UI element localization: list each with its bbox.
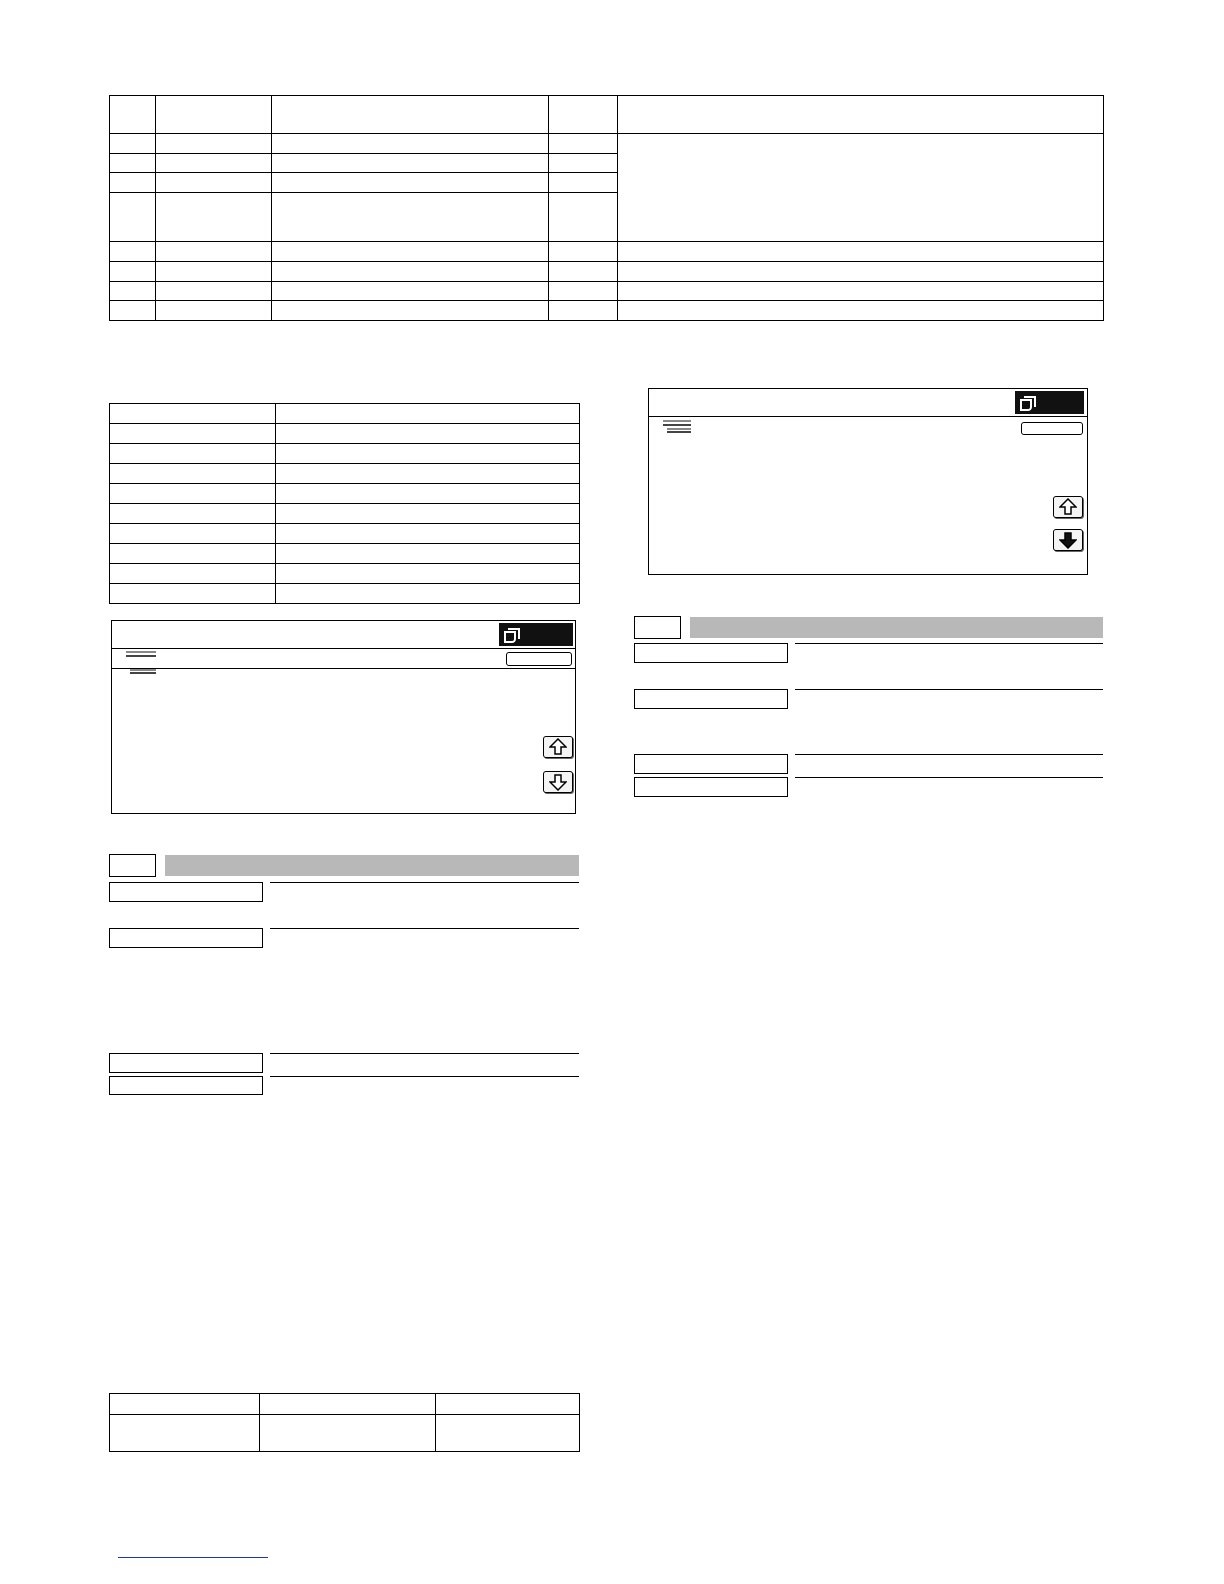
screen-title-bar [112, 621, 575, 649]
table-row [110, 282, 1104, 301]
table-cell [549, 282, 618, 301]
lcd-screen-left [111, 620, 576, 814]
section-code-box [634, 616, 681, 639]
table-cell [272, 262, 549, 282]
table-cell [110, 1394, 260, 1415]
arrow-down-icon [549, 773, 567, 791]
table-cell [156, 242, 272, 262]
table-cell [549, 96, 618, 134]
field-description-rule [270, 882, 579, 883]
field-description-rule [795, 689, 1103, 690]
ok-button[interactable] [1021, 422, 1083, 435]
arrow-down-icon [1059, 531, 1077, 549]
table-cell [618, 242, 1104, 262]
table-row [110, 464, 580, 484]
table-cell [110, 242, 156, 262]
table-cell [156, 173, 272, 193]
table-cell [272, 242, 549, 262]
table-header-row [110, 96, 1104, 134]
table-cell [110, 154, 156, 173]
copy-mode-icon [504, 631, 516, 643]
field-label-box [109, 928, 263, 948]
table-cell [272, 301, 549, 321]
arrow-up-icon [549, 738, 567, 756]
table-cell [436, 1415, 580, 1452]
field-description-rule [795, 643, 1103, 644]
field-description-rule [270, 928, 579, 929]
screen-title-bar [649, 389, 1087, 417]
table-cell [156, 154, 272, 173]
settings-table [109, 403, 580, 604]
table-cell [156, 193, 272, 242]
screen-sub-bar [649, 417, 1087, 441]
table-cell-merged [618, 134, 1104, 242]
table-cell [276, 564, 580, 584]
field-label-box [634, 777, 788, 797]
section-code-box [109, 854, 156, 877]
table-cell [276, 424, 580, 444]
footer-link-underline[interactable] [118, 1557, 268, 1558]
table-row [110, 134, 1104, 154]
ok-button[interactable] [506, 652, 572, 666]
table-row [110, 484, 580, 504]
table-row [110, 444, 580, 464]
table-cell [549, 262, 618, 282]
table-row [110, 404, 580, 424]
table-header-row [110, 1394, 580, 1415]
table-cell [110, 484, 276, 504]
table-row [110, 504, 580, 524]
scroll-up-button[interactable] [543, 736, 573, 758]
table-cell [276, 544, 580, 564]
table-cell [272, 282, 549, 301]
table-cell [110, 134, 156, 154]
copy-mode-icon [1020, 399, 1032, 411]
table-cell [618, 301, 1104, 321]
table-cell [549, 134, 618, 154]
table-cell [272, 134, 549, 154]
table-cell [110, 544, 276, 564]
field-label-box [634, 643, 788, 663]
screen-sub-bar [112, 649, 575, 669]
table-cell [110, 524, 276, 544]
table-cell [260, 1394, 436, 1415]
table-cell [276, 584, 580, 604]
table-cell [272, 96, 549, 134]
table-cell [618, 262, 1104, 282]
table-row [110, 1415, 580, 1452]
table-cell [110, 504, 276, 524]
section-title-bar [165, 855, 579, 876]
table-cell [436, 1394, 580, 1415]
field-description-rule [270, 1076, 579, 1077]
table-cell [110, 464, 276, 484]
table-row [110, 301, 1104, 321]
paper-tray-icon [126, 651, 162, 673]
field-label-box [634, 689, 788, 709]
table-cell [272, 193, 549, 242]
table-cell [156, 262, 272, 282]
table-cell [110, 193, 156, 242]
table-row [110, 242, 1104, 262]
table-row [110, 424, 580, 444]
table-cell [110, 282, 156, 301]
field-description-rule [795, 754, 1103, 755]
copy-mode-indicator[interactable] [1015, 391, 1084, 414]
table-cell [618, 282, 1104, 301]
table-row [110, 524, 580, 544]
field-label-box [634, 754, 788, 774]
field-label-box [109, 1053, 263, 1073]
table-row [110, 544, 580, 564]
arrow-up-icon [1059, 498, 1077, 516]
table-cell [110, 96, 156, 134]
field-description-rule [795, 777, 1103, 778]
table-cell [156, 301, 272, 321]
table-cell [110, 444, 276, 464]
table-cell [110, 262, 156, 282]
table-cell [276, 504, 580, 524]
table-cell [618, 96, 1104, 134]
table-cell [276, 404, 580, 424]
bottom-table [109, 1393, 580, 1452]
table-cell [110, 1415, 260, 1452]
field-description-rule [270, 1053, 579, 1054]
table-cell [549, 193, 618, 242]
table-cell [110, 584, 276, 604]
table-cell [156, 282, 272, 301]
table-cell [156, 96, 272, 134]
scroll-up-button[interactable] [1053, 496, 1083, 518]
paper-tray-icon [663, 420, 695, 440]
table-row [110, 584, 580, 604]
scroll-down-button[interactable] [543, 771, 573, 793]
scroll-down-button[interactable] [1053, 529, 1083, 551]
table-cell [549, 154, 618, 173]
table-cell [549, 301, 618, 321]
table-cell [549, 242, 618, 262]
table-cell [276, 484, 580, 504]
table-cell [260, 1415, 436, 1452]
table-cell [110, 173, 156, 193]
copy-mode-indicator[interactable] [499, 623, 573, 646]
table-cell [272, 154, 549, 173]
table-cell [549, 173, 618, 193]
lcd-screen-right [648, 388, 1088, 575]
table-cell [110, 301, 156, 321]
field-label-box [109, 882, 263, 902]
table-cell [110, 424, 276, 444]
table-cell [156, 134, 272, 154]
table-cell [272, 173, 549, 193]
table-cell [276, 524, 580, 544]
table-row [110, 262, 1104, 282]
field-label-box [109, 1076, 263, 1095]
section-title-bar [690, 617, 1103, 638]
table-cell [276, 464, 580, 484]
top-spec-table [109, 95, 1104, 321]
table-cell [276, 444, 580, 464]
table-cell [110, 404, 276, 424]
table-row [110, 564, 580, 584]
table-cell [110, 564, 276, 584]
